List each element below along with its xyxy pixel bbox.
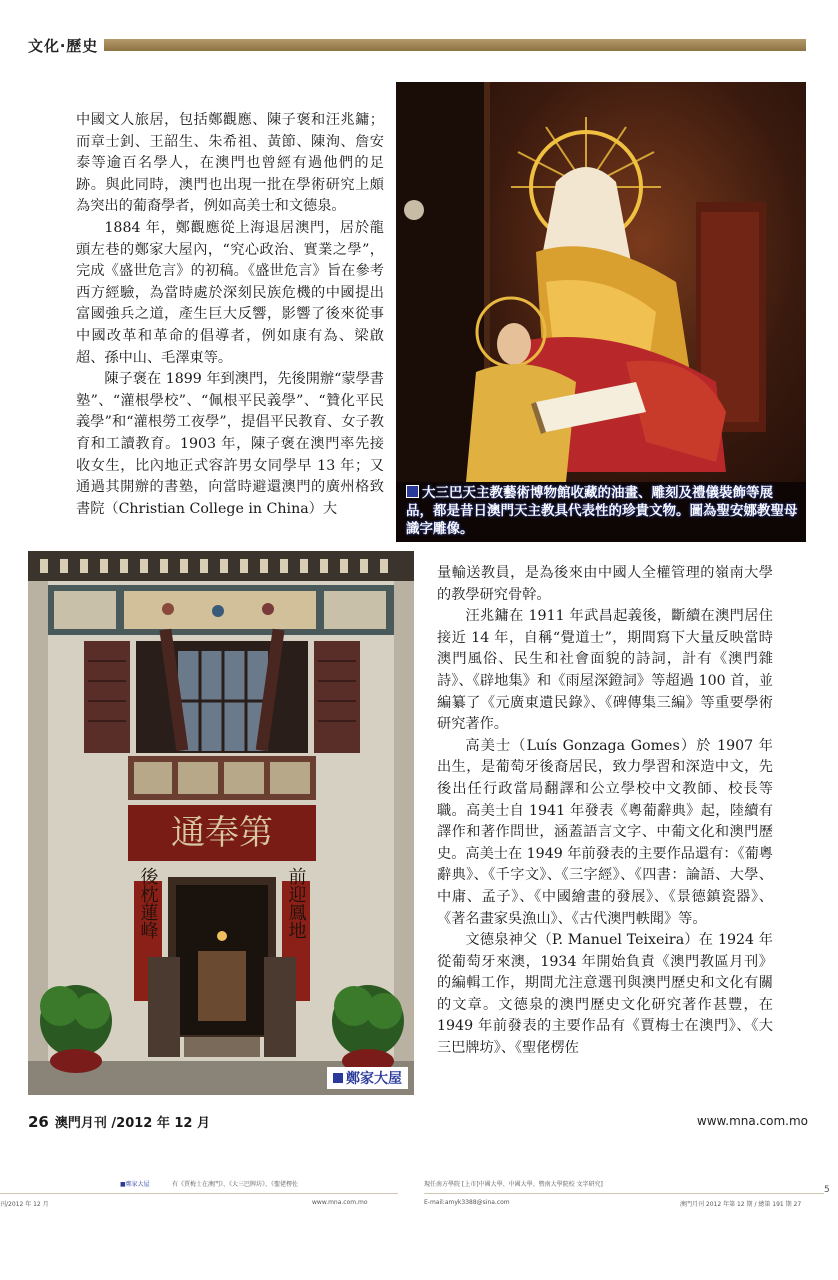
paragraph: 文德泉神父（P. Manuel Teixeira）在 1924 年從葡萄牙來澳，1934 年開始負責《澳門教區月刊》的編輯工作，期間尤注意選刊與澳門歷史和文化有關的文章。文德泉的澳門歷史文化研究著作甚豐，在 1949 年前發表的主要作品有《賈梅士在澳門》、《大三巴牌坊》、《聖佬楞佐 <box>437 932 773 1057</box>
caption-text: 大三巴天主教藝術博物館收藏的油畫、雕刻及禮儀裝飾等展品，都是昔日澳門天主教具代表性的珍貴文物。圖為聖安娜教聖母識字雕像。 <box>406 485 798 537</box>
caption-text: 鄭家大屋 <box>346 1071 402 1087</box>
strip-rule <box>0 1193 398 1194</box>
strip-rule <box>424 1193 824 1194</box>
left-column-text <box>76 110 384 520</box>
paragraph: 高美士（Luís Gonzaga Gomes）於 1907 年出生，是葡萄牙後裔居民，致力學習和深造中文，先後出任行政當局翻譯和公立學校中文教師、校長等職。高美士自 1941 年發表《粵葡辭典》起，陸續有譯作和著作問世，涵蓋語言文字、中葡文化和澳門歷史。高美士在 1949 年前發表的主要作品還有：《葡粵辭典》、《千字文》、《三字經》、《四書：論語、大學、中庸、孟子》、《中國繪畫的發展》、《景德鎮瓷器》、《著名畫家吳漁山》、《古代澳門軼聞》等。 <box>437 737 773 927</box>
strip-caption: ■鄭家大屋 <box>120 1181 150 1188</box>
strip-corner-number: 5 <box>824 1185 830 1195</box>
paragraph: 1884 年，鄭觀應從上海退居澳門，居於龍頭左巷的鄭家大屋內，“究心政治、實業之學”，完成《盛世危言》的初稿。《盛世危言》旨在參考西方經驗，為當時處於深刻民族危機的中國提出富國強兵之道，產生巨大反響，影響了後來從事中國改革和革命的倡導者，例如康有為、梁啟超、孫中山、毛澤東等。 <box>76 219 384 366</box>
strip-text-right: 現任南方學院 [上市]中國大學、中國大學、暨南大學院校 文字研究] <box>424 1181 603 1188</box>
strip-email: E-mail:amyk3388@sina.com <box>424 1199 510 1206</box>
statue-photo <box>396 82 806 542</box>
section-label: 文化‧歷史 <box>28 37 99 55</box>
house-illustration <box>28 551 414 1095</box>
plaque-text: 通奉第 <box>171 813 273 853</box>
couplet-left: 後枕蓮峰 <box>137 867 159 939</box>
right-column-text <box>437 563 773 1060</box>
paragraph: 量輸送教員，是為後來由中國人全權管理的嶺南大學的教學研究骨幹。 <box>437 565 773 603</box>
footer-website: www.mna.com.mo <box>696 1114 808 1128</box>
paragraph: 中國文人旅居，包括鄭觀應、陳子褒和汪兆鏞；而章士釗、王韶生、朱希祖、黃節、陳洵、詹安泰等逾百名學人，在澳門也曾經有過他們的足跡。與此同時，澳門也出現一批在學術研究上頗為突出的葡裔學者，例如高美士和文德泉。 <box>76 112 384 215</box>
paragraph: 汪兆鏞在 1911 年武昌起義後，斷續在澳門居住接近 14 年，自稱“覺道士”，期間寫下大量反映當時澳門風俗、民生和社會面貌的詩詞，計有《澳門雜詩》、《辟地集》和《雨屋深鐙詞》等超過 100 首，並編纂了《元廣東遺民錄》、《碑傳集三編》等重要學術研究著作。 <box>437 608 773 733</box>
page-number: 26 <box>28 1113 49 1131</box>
header-bar <box>104 39 806 51</box>
footer-left <box>28 1112 210 1131</box>
house-caption <box>327 1067 408 1089</box>
statue-illustration <box>396 82 806 542</box>
couplet-right: 前迎鳳地 <box>285 867 307 939</box>
paragraph: 陳子褒在 1899 年到澳門，先後開辦“蒙學書塾”、“灌根學校”、“佩根平民義學”、“贊化平民義學”和“灌根勞工夜學”，提倡平民教育、女子教育和工讀教育。1903 年，陳子褒在澳門率先接收女生，比內地正式容許男女同學早 13 年；又通過其開辦的書塾，向當時避還澳門的廣州格致書院（Christian College in China）大 <box>76 371 384 517</box>
caption-marker <box>333 1073 343 1083</box>
magazine-issue: 澳門月刊 /2012 年 12 月 <box>54 1116 210 1131</box>
strip-text-left: 有《賈梅士在澳門》、《大三巴牌坊》、《聖佬楞佐 <box>172 1181 299 1188</box>
strip-date: 刊/2012 年 12 月 <box>0 1201 49 1208</box>
strip-site: www.mna.com.mo <box>312 1199 368 1206</box>
bottom-strip <box>0 1165 838 1280</box>
strip-footer: 澳門月刊 2012 年第 12 期 / 總第 191 期 27 <box>680 1201 802 1208</box>
house-photo <box>28 551 414 1095</box>
statue-caption <box>406 484 798 538</box>
caption-marker <box>406 485 419 498</box>
